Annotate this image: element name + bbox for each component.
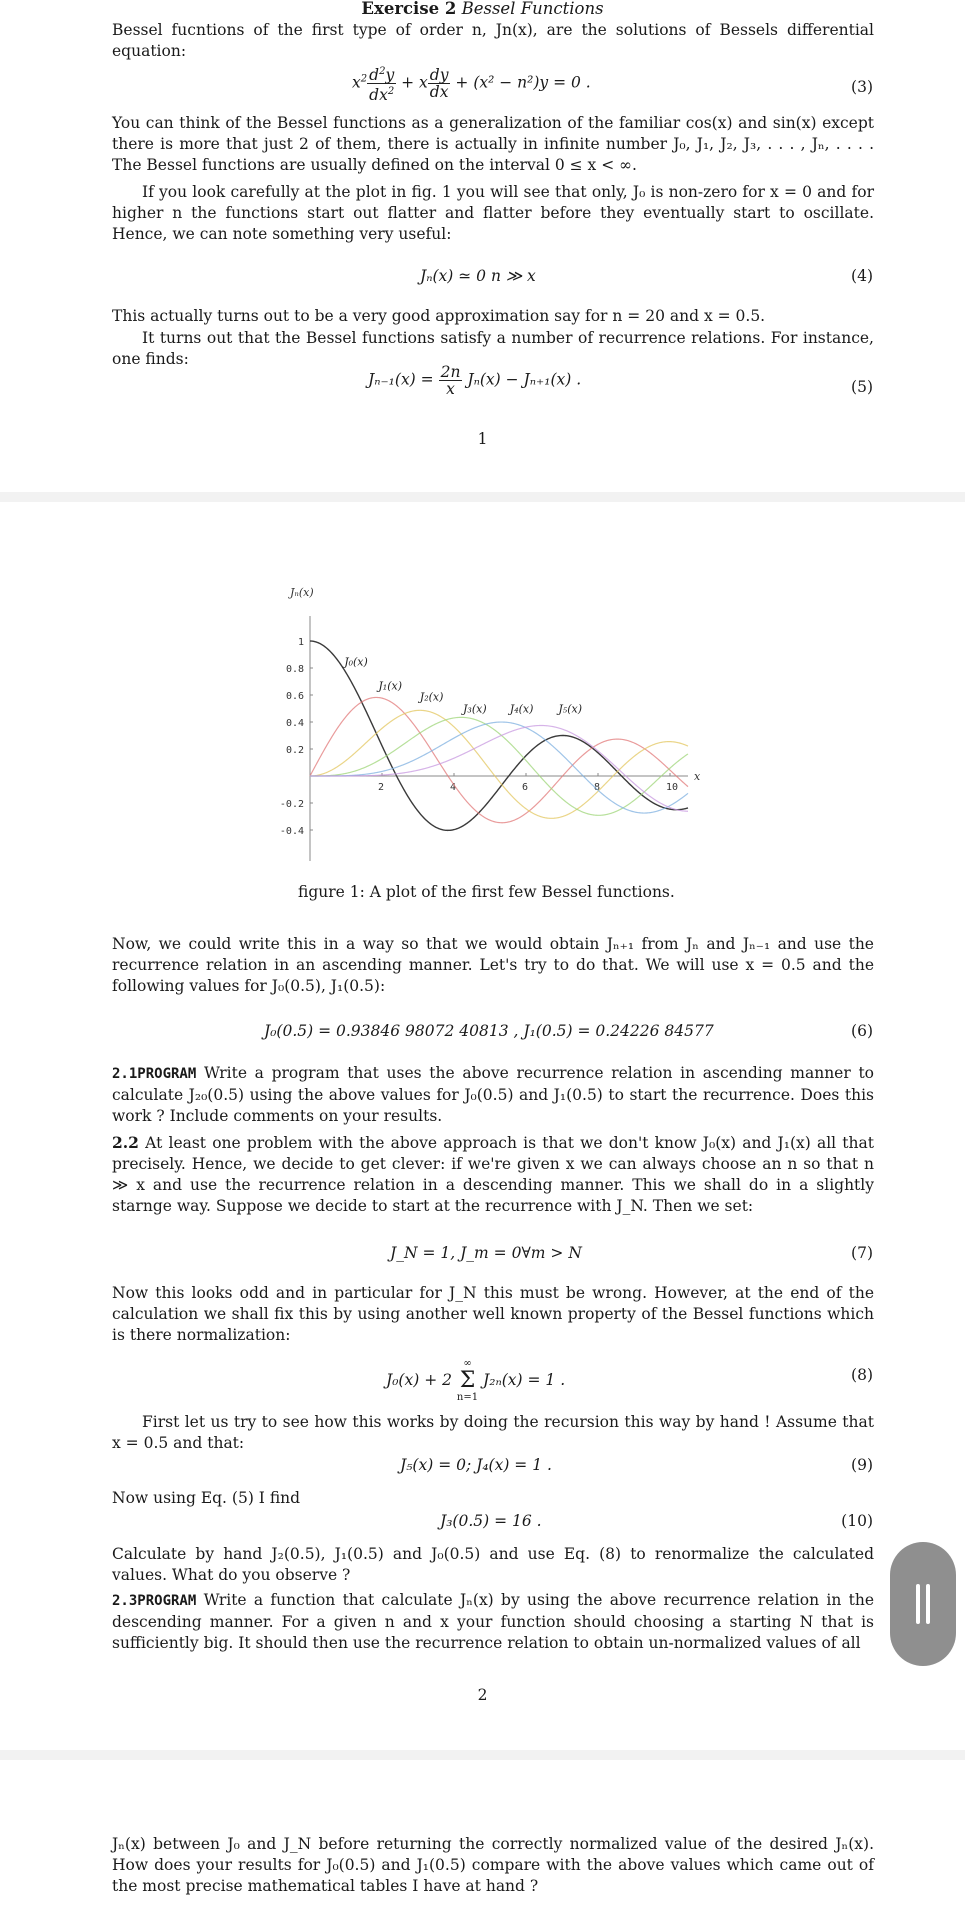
scroll-handle-grip-left	[916, 1584, 920, 1624]
x-tick-label: 6	[522, 782, 529, 793]
intro-paragraph: Bessel fucntions of the first type of order n, Jn(x), are the solutions of Bessels differential equation:	[112, 21, 874, 60]
y-tick-label: 0.8	[285, 664, 304, 675]
figure-caption: figure 1: A plot of the first few Bessel functions.	[298, 883, 675, 901]
paragraph-now: Now, we could write this in a way so that we would obtain Jₙ₊₁ from Jₙ and Jₙ₋₁ and use the recurrence relation in an ascending manner. Let's try to do that. We will use x = 0.5 and the following values for J₀(0.5), J₁(0.5):	[112, 935, 874, 995]
curve-label-j1: J₁(x)	[378, 679, 403, 693]
question-2-3-text: Write a function that calculate Jₙ(x) by using the above recurrence relation in the descending manner. For a given n and x your function should choosing a starting N that is sufficiently big. It should then use the recurrence relation to obtain un-normalized values of all	[112, 1591, 874, 1652]
paragraph-using: Now using Eq. (5) I find	[112, 1489, 301, 1507]
paragraph-think: You can think of the Bessel functions as a generalization of the familiar cos(x) and sin(x) except there is more that just 2 of them, there is actually in infinite number J₀, J₁, J₂, J₃, . . . , Jₙ, . . . . The Bessel functions are usually defined on the interval 0 ≤ x < ∞.	[112, 114, 874, 174]
equation-5-frac-num: 2n	[440, 363, 461, 381]
exercise-title	[0, 0, 965, 18]
equation-5-lhs: Jₙ₋₁(x) =	[368, 370, 434, 389]
bessel-curve-j3	[310, 717, 688, 815]
sum-upper-limit: ∞	[463, 1358, 472, 1369]
page-2	[0, 502, 965, 1750]
y-tick-label: 0.6	[285, 691, 304, 702]
title-italic: Bessel Functions	[461, 0, 604, 18]
x-axis-label: x	[694, 770, 701, 783]
equation-8-rhs: J₂ₙ(x) = 1 .	[483, 1371, 566, 1389]
equation-8-lhs: J₀(x) + 2	[386, 1371, 452, 1389]
curve-label-j5: J₅(x)	[558, 702, 583, 716]
curve-label-j2: J₂(x)	[419, 690, 444, 704]
curve-label-j4: J₄(x)	[509, 702, 534, 716]
paragraph-recurrence: It turns out that the Bessel functions satisfy a number of recurrence relations. For instance, one finds:	[112, 329, 874, 368]
y-tick-label: 0.4	[285, 718, 304, 729]
bessel-curve-j1	[310, 697, 688, 822]
equation-5-frac-den: x	[446, 380, 455, 398]
sum-lower-limit: n=1	[456, 1392, 479, 1403]
equation-5	[368, 364, 581, 397]
page-number-2: 2	[477, 1686, 488, 1704]
equation-7-number: (7)	[851, 1244, 873, 1262]
question-2-3-label: 2.3PROGRAM	[112, 1593, 197, 1609]
equation-4-number: (4)	[851, 267, 873, 285]
bessel-curve-j5	[310, 726, 688, 812]
y-tick-label: -0.2	[279, 799, 304, 810]
question-2-2-text: At least one problem with the above approach is that we don't know J₀(x) and J₁(x) all that precisely. Hence, we decide to get clever: if we're given x we can always choose an n so that n ≫ x and use the recurrence relation in a descending manner. This we shall do in a slightly starnge way. Suppose we decide to start at the recurrence with J_N. Then we set:	[112, 1134, 874, 1215]
paragraph-plot: If you look carefully at the plot in fig. 1 you will see that only, J₀ is non-zero for x = 0 and for higher n the functions start out flatter and flatter before they eventually start to oscillate. Hence, we can note something very useful:	[112, 183, 874, 243]
equation-8-number: (8)	[851, 1366, 873, 1384]
equation-9: J₅(x) = 0; J₄(x) = 1 .	[400, 1456, 552, 1474]
x-tick-label: 2	[378, 782, 385, 793]
y-tick-label: 0.2	[285, 745, 304, 756]
equation-3-number: (3)	[851, 78, 873, 96]
equation-3-tail: + (x² − n²)y = 0 .	[455, 73, 591, 92]
x-tick-label: 4	[450, 782, 457, 793]
equation-10: J₃(0.5) = 16 .	[440, 1512, 542, 1530]
page-1	[0, 0, 965, 492]
paragraph-hand: First let us try to see how this works by doing the recursion this way by hand ! Assume that x = 0.5 and that:	[112, 1413, 874, 1452]
equation-3: $x^2$ $\frac{d^2y}{dx^2}$ + x $\frac{dy}{dx}$ + (x² − n²)y = 0 .	[352, 66, 591, 105]
y-tick-label: -0.4	[279, 826, 304, 837]
title-bold: Exercise 2	[361, 0, 457, 18]
equation-10-number: (10)	[841, 1512, 873, 1530]
equation-6-number: (6)	[851, 1022, 873, 1040]
x-tick-label: 8	[594, 782, 601, 793]
page-3	[0, 1760, 965, 1920]
question-2-1	[112, 1063, 874, 1127]
equation-6: J₀(0.5) = 0.93846 98072 40813 , J₁(0.5) = 0.24226 84577	[264, 1022, 714, 1040]
paragraph-approx: This actually turns out to be a very good approximation say for n = 20 and x = 0.5.	[112, 307, 766, 325]
equation-7: J_N = 1, J_m = 0∀m > N	[390, 1244, 582, 1262]
paragraph-calculate: Calculate by hand J₂(0.5), J₁(0.5) and J₀(0.5) and use Eq. (8) to renormalize the calculated values. What do you observe ?	[112, 1545, 874, 1584]
y-axis-label: Jₙ(x)	[290, 586, 314, 599]
question-2-3	[112, 1590, 874, 1654]
question-2-1-text: Write a program that uses the above recurrence relation in ascending manner to calculate J₂₀(0.5) using the above values for J₀(0.5) and J₁(0.5) to start the recurrence. Does this work ? Include comments on your results.	[112, 1064, 874, 1125]
question-2-2	[112, 1132, 874, 1217]
scroll-handle-grip-right	[926, 1584, 930, 1624]
equation-5-number: (5)	[851, 378, 873, 396]
equation-8: J₀(x) + 2 ∞ Σ n=1 J₂ₙ(x) = 1 .	[386, 1358, 566, 1403]
question-2-1-label: 2.1PROGRAM	[112, 1066, 197, 1082]
equation-4: Jₙ(x) ≃ 0 n ≫ x	[420, 267, 536, 285]
bessel-chart	[0, 576, 965, 916]
x-tick-label: 10	[666, 782, 679, 793]
question-2-2-label: 2.2	[112, 1133, 139, 1152]
y-tick-label: 1	[297, 637, 304, 648]
curve-label-j0: J₀(x)	[344, 655, 368, 669]
scroll-handle[interactable]	[890, 1542, 956, 1666]
paragraph-results: Jₙ(x) between J₀ and J_N before returning the correctly normalized value of the desired Jₙ(x). How does your results for J₀(0.5) and J₁(0.5) compare with the above values which came out of the most precise mathematical tables I have at hand ?	[112, 1835, 874, 1895]
curve-label-j3: J₃(x)	[463, 702, 487, 716]
bessel-curve-j4	[310, 722, 688, 813]
equation-9-number: (9)	[851, 1456, 873, 1474]
equation-5-rhs: Jₙ(x) − Jₙ₊₁(x) .	[467, 370, 582, 389]
paragraph-odd: Now this looks odd and in particular for J_N this must be wrong. However, at the end of the calculation we shall fix this by using another well known property of the Bessel functions which is there normalization:	[112, 1284, 874, 1344]
page-number-1: 1	[477, 430, 488, 448]
